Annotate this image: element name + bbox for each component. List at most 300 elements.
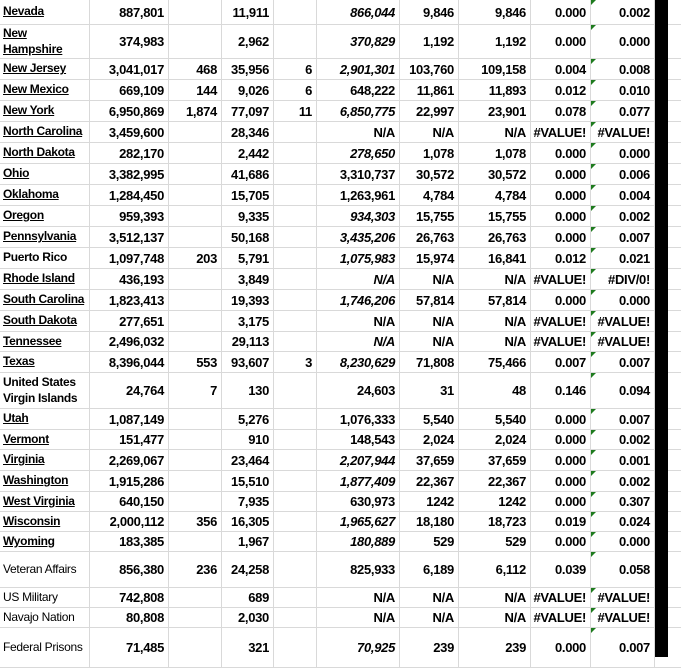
cell-state-washington[interactable]: Washington bbox=[0, 471, 90, 491]
cell-north-dakota-col-c[interactable] bbox=[169, 143, 222, 163]
cell-state-wisconsin[interactable]: Wisconsin bbox=[0, 512, 90, 531]
cell-pennsylvania-col-i[interactable]: 0.000 bbox=[531, 227, 591, 247]
cell-vermont-col-f[interactable]: 148,543 bbox=[317, 430, 400, 449]
cell-us-military-col-d[interactable]: 689 bbox=[222, 588, 274, 607]
cell-north-dakota-col-f[interactable]: 278,650 bbox=[317, 143, 400, 163]
cell-south-dakota-col-d[interactable]: 3,175 bbox=[222, 311, 274, 331]
cell-us-military-col-h[interactable]: N/A bbox=[459, 588, 531, 607]
cell-rhode-island-col-h[interactable]: N/A bbox=[459, 269, 531, 289]
cell-oklahoma-col-e[interactable] bbox=[274, 185, 317, 205]
cell-state-south-dakota[interactable]: South Dakota bbox=[0, 311, 90, 331]
cell-north-dakota-col-i[interactable]: 0.000 bbox=[531, 143, 591, 163]
cell-new-jersey-col-i[interactable]: 0.004 bbox=[531, 59, 591, 79]
cell-south-dakota-col-e[interactable] bbox=[274, 311, 317, 331]
cell-oregon-col-h[interactable]: 15,755 bbox=[459, 206, 531, 226]
cell-oregon-col-b[interactable]: 959,393 bbox=[90, 206, 169, 226]
cell-federal-prisons-col-i[interactable]: 0.000 bbox=[531, 628, 591, 667]
cell-washington-col-b[interactable]: 1,915,286 bbox=[90, 471, 169, 491]
cell-pennsylvania-col-c[interactable] bbox=[169, 227, 222, 247]
cell-navajo-nation-col-g[interactable]: N/A bbox=[400, 608, 459, 627]
cell-ohio-col-j[interactable]: 0.006 bbox=[591, 164, 655, 184]
cell-new-york-col-d[interactable]: 77,097 bbox=[222, 101, 274, 121]
cell-navajo-nation-col-f[interactable]: N/A bbox=[317, 608, 400, 627]
cell-ohio-col-g[interactable]: 30,572 bbox=[400, 164, 459, 184]
cell-united-states-virgin-islands-col-i[interactable]: 0.146 bbox=[531, 373, 591, 408]
cell-west-virginia-col-e[interactable] bbox=[274, 492, 317, 511]
cell-north-dakota-col-d[interactable]: 2,442 bbox=[222, 143, 274, 163]
cell-state-tennessee[interactable]: Tennessee bbox=[0, 332, 90, 351]
cell-tennessee-col-d[interactable]: 29,113 bbox=[222, 332, 274, 351]
cell-virginia-col-g[interactable]: 37,659 bbox=[400, 450, 459, 470]
table-row-ohio bbox=[0, 164, 681, 185]
error-indicator-icon bbox=[591, 450, 596, 455]
cell-texas-col-g[interactable]: 71,808 bbox=[400, 352, 459, 372]
cell-us-military-col-c[interactable] bbox=[169, 588, 222, 607]
cell-rhode-island-col-b[interactable]: 436,193 bbox=[90, 269, 169, 289]
cell-washington-col-d[interactable]: 15,510 bbox=[222, 471, 274, 491]
cell-state-utah[interactable]: Utah bbox=[0, 409, 90, 429]
cell-new-york-col-g[interactable]: 22,997 bbox=[400, 101, 459, 121]
cell-north-carolina-col-i[interactable]: #VALUE! bbox=[531, 122, 591, 142]
cell-state-united-states-virgin-islands[interactable]: United States Virgin Islands bbox=[0, 373, 90, 408]
cell-utah-col-c[interactable] bbox=[169, 409, 222, 429]
cell-wyoming-col-c[interactable] bbox=[169, 532, 222, 551]
cell-washington-col-j[interactable]: 0.002 bbox=[591, 471, 655, 491]
cell-navajo-nation-col-c[interactable] bbox=[169, 608, 222, 627]
error-indicator-icon bbox=[591, 332, 596, 337]
cell-state-oregon[interactable]: Oregon bbox=[0, 206, 90, 226]
cell-nevada-col-b[interactable]: 887,801 bbox=[90, 0, 169, 24]
cell-tennessee-col-i[interactable]: #VALUE! bbox=[531, 332, 591, 351]
cell-virginia-col-e[interactable] bbox=[274, 450, 317, 470]
cell-state-texas[interactable]: Texas bbox=[0, 352, 90, 372]
cell-navajo-nation-col-e[interactable] bbox=[274, 608, 317, 627]
cell-north-carolina-col-d[interactable]: 28,346 bbox=[222, 122, 274, 142]
cell-state-puerto-rico[interactable]: Puerto Rico bbox=[0, 248, 90, 268]
cell-new-jersey-col-j[interactable]: 0.008 bbox=[591, 59, 655, 79]
cell-new-jersey-col-g[interactable]: 103,760 bbox=[400, 59, 459, 79]
cell-ohio-col-e[interactable] bbox=[274, 164, 317, 184]
cell-new-mexico-col-i[interactable]: 0.012 bbox=[531, 80, 591, 100]
cell-oregon-col-f[interactable]: 934,303 bbox=[317, 206, 400, 226]
cell-puerto-rico-col-b[interactable]: 1,097,748 bbox=[90, 248, 169, 268]
cell-washington-col-c[interactable] bbox=[169, 471, 222, 491]
cell-texas-col-b[interactable]: 8,396,044 bbox=[90, 352, 169, 372]
cell-oregon-col-i[interactable]: 0.000 bbox=[531, 206, 591, 226]
cell-ohio-col-h[interactable]: 30,572 bbox=[459, 164, 531, 184]
cell-wisconsin-col-b[interactable]: 2,000,112 bbox=[90, 512, 169, 531]
cell-pennsylvania-col-h[interactable]: 26,763 bbox=[459, 227, 531, 247]
cell-wyoming-col-b[interactable]: 183,385 bbox=[90, 532, 169, 551]
cell-west-virginia-col-d[interactable]: 7,935 bbox=[222, 492, 274, 511]
cell-new-hampshire-col-c[interactable] bbox=[169, 25, 222, 58]
cell-nevada-col-f[interactable]: 866,044 bbox=[317, 0, 400, 24]
cell-virginia-col-c[interactable] bbox=[169, 450, 222, 470]
cell-wisconsin-col-j[interactable]: 0.024 bbox=[591, 512, 655, 531]
cell-north-carolina-col-j[interactable]: #VALUE! bbox=[591, 122, 655, 142]
cell-new-mexico-col-g[interactable]: 11,861 bbox=[400, 80, 459, 100]
cell-wyoming-col-d[interactable]: 1,967 bbox=[222, 532, 274, 551]
cell-puerto-rico-col-f[interactable]: 1,075,983 bbox=[317, 248, 400, 268]
table-row-nevada bbox=[0, 0, 681, 25]
cell-washington-col-i[interactable]: 0.000 bbox=[531, 471, 591, 491]
cell-puerto-rico-col-d[interactable]: 5,791 bbox=[222, 248, 274, 268]
cell-vermont-col-d[interactable]: 910 bbox=[222, 430, 274, 449]
cell-tennessee-col-f[interactable]: N/A bbox=[317, 332, 400, 351]
cell-wisconsin-col-f[interactable]: 1,965,627 bbox=[317, 512, 400, 531]
cell-state-west-virginia[interactable]: West Virginia bbox=[0, 492, 90, 511]
cell-new-york-col-f[interactable]: 6,850,775 bbox=[317, 101, 400, 121]
cell-united-states-virgin-islands-col-h[interactable]: 48 bbox=[459, 373, 531, 408]
cell-tennessee-col-c[interactable] bbox=[169, 332, 222, 351]
cell-new-mexico-col-f[interactable]: 648,222 bbox=[317, 80, 400, 100]
cell-federal-prisons-col-b[interactable]: 71,485 bbox=[90, 628, 169, 667]
cell-west-virginia-col-i[interactable]: 0.000 bbox=[531, 492, 591, 511]
cell-south-dakota-col-j[interactable]: #VALUE! bbox=[591, 311, 655, 331]
cell-us-military-col-g[interactable]: N/A bbox=[400, 588, 459, 607]
cell-navajo-nation-col-j[interactable]: #VALUE! bbox=[591, 608, 655, 627]
cell-oklahoma-col-b[interactable]: 1,284,450 bbox=[90, 185, 169, 205]
cell-pennsylvania-col-j[interactable]: 0.007 bbox=[591, 227, 655, 247]
cell-utah-col-f[interactable]: 1,076,333 bbox=[317, 409, 400, 429]
cell-new-york-col-j[interactable]: 0.077 bbox=[591, 101, 655, 121]
cell-nevada-col-h[interactable]: 9,846 bbox=[459, 0, 531, 24]
cell-wyoming-col-g[interactable]: 529 bbox=[400, 532, 459, 551]
cell-rhode-island-col-f[interactable]: N/A bbox=[317, 269, 400, 289]
cell-ohio-col-c[interactable] bbox=[169, 164, 222, 184]
cell-federal-prisons-col-d[interactable]: 321 bbox=[222, 628, 274, 667]
cell-united-states-virgin-islands-col-b[interactable]: 24,764 bbox=[90, 373, 169, 408]
cell-ohio-col-b[interactable]: 3,382,995 bbox=[90, 164, 169, 184]
cell-vermont-col-h[interactable]: 2,024 bbox=[459, 430, 531, 449]
cell-pennsylvania-col-b[interactable]: 3,512,137 bbox=[90, 227, 169, 247]
cell-state-us-military[interactable]: US Military bbox=[0, 588, 90, 607]
cell-north-dakota-col-b[interactable]: 282,170 bbox=[90, 143, 169, 163]
cell-washington-col-f[interactable]: 1,877,409 bbox=[317, 471, 400, 491]
cell-state-navajo-nation[interactable]: Navajo Nation bbox=[0, 608, 90, 627]
cell-south-dakota-col-h[interactable]: N/A bbox=[459, 311, 531, 331]
cell-texas-col-i[interactable]: 0.007 bbox=[531, 352, 591, 372]
cell-virginia-col-h[interactable]: 37,659 bbox=[459, 450, 531, 470]
cell-new-york-col-b[interactable]: 6,950,869 bbox=[90, 101, 169, 121]
cell-puerto-rico-col-j[interactable]: 0.021 bbox=[591, 248, 655, 268]
cell-pennsylvania-col-g[interactable]: 26,763 bbox=[400, 227, 459, 247]
cell-tennessee-col-e[interactable] bbox=[274, 332, 317, 351]
cell-united-states-virgin-islands-col-d[interactable]: 130 bbox=[222, 373, 274, 408]
cell-united-states-virgin-islands-col-e[interactable] bbox=[274, 373, 317, 408]
cell-state-rhode-island[interactable]: Rhode Island bbox=[0, 269, 90, 289]
cell-washington-col-g[interactable]: 22,367 bbox=[400, 471, 459, 491]
cell-utah-col-j[interactable]: 0.007 bbox=[591, 409, 655, 429]
cell-pennsylvania-col-f[interactable]: 3,435,206 bbox=[317, 227, 400, 247]
cell-puerto-rico-col-i[interactable]: 0.012 bbox=[531, 248, 591, 268]
cell-ohio-col-f[interactable]: 3,310,737 bbox=[317, 164, 400, 184]
cell-new-mexico-col-c[interactable]: 144 bbox=[169, 80, 222, 100]
cell-north-dakota-col-j[interactable]: 0.000 bbox=[591, 143, 655, 163]
cell-oregon-col-c[interactable] bbox=[169, 206, 222, 226]
error-indicator-icon bbox=[591, 206, 596, 211]
cell-united-states-virgin-islands-col-c[interactable]: 7 bbox=[169, 373, 222, 408]
cell-puerto-rico-col-h[interactable]: 16,841 bbox=[459, 248, 531, 268]
cell-south-dakota-col-c[interactable] bbox=[169, 311, 222, 331]
cell-rhode-island-col-e[interactable] bbox=[274, 269, 317, 289]
cell-us-military-col-f[interactable]: N/A bbox=[317, 588, 400, 607]
cell-wisconsin-col-h[interactable]: 18,723 bbox=[459, 512, 531, 531]
cell-utah-col-h[interactable]: 5,540 bbox=[459, 409, 531, 429]
cell-nevada-col-d[interactable]: 11,911 bbox=[222, 0, 274, 24]
cell-new-hampshire-col-h[interactable]: 1,192 bbox=[459, 25, 531, 58]
cell-nevada-col-e[interactable] bbox=[274, 0, 317, 24]
cell-washington-col-e[interactable] bbox=[274, 471, 317, 491]
cell-us-military-col-b[interactable]: 742,808 bbox=[90, 588, 169, 607]
cell-ohio-col-d[interactable]: 41,686 bbox=[222, 164, 274, 184]
cell-north-dakota-col-h[interactable]: 1,078 bbox=[459, 143, 531, 163]
cell-navajo-nation-col-d[interactable]: 2,030 bbox=[222, 608, 274, 627]
cell-north-carolina-col-g[interactable]: N/A bbox=[400, 122, 459, 142]
cell-new-york-col-c[interactable]: 1,874 bbox=[169, 101, 222, 121]
cell-state-virginia[interactable]: Virginia bbox=[0, 450, 90, 470]
cell-oregon-col-e[interactable] bbox=[274, 206, 317, 226]
cell-state-north-dakota[interactable]: North Dakota bbox=[0, 143, 90, 163]
cell-new-mexico-col-j[interactable]: 0.010 bbox=[591, 80, 655, 100]
cell-oregon-col-j[interactable]: 0.002 bbox=[591, 206, 655, 226]
cell-federal-prisons-col-c[interactable] bbox=[169, 628, 222, 667]
cell-south-carolina-col-e[interactable] bbox=[274, 290, 317, 310]
cell-state-federal-prisons[interactable]: Federal Prisons bbox=[0, 628, 90, 667]
cell-nevada-col-j[interactable]: 0.002 bbox=[591, 0, 655, 24]
cell-oklahoma-col-g[interactable]: 4,784 bbox=[400, 185, 459, 205]
cell-west-virginia-col-f[interactable]: 630,973 bbox=[317, 492, 400, 511]
cell-us-military-col-i[interactable]: #VALUE! bbox=[531, 588, 591, 607]
cell-federal-prisons-col-g[interactable]: 239 bbox=[400, 628, 459, 667]
cell-texas-col-c[interactable]: 553 bbox=[169, 352, 222, 372]
cell-utah-col-e[interactable] bbox=[274, 409, 317, 429]
cell-new-jersey-col-b[interactable]: 3,041,017 bbox=[90, 59, 169, 79]
cell-vermont-col-b[interactable]: 151,477 bbox=[90, 430, 169, 449]
cell-federal-prisons-col-f[interactable]: 70,925 bbox=[317, 628, 400, 667]
cell-tennessee-col-j[interactable]: #VALUE! bbox=[591, 332, 655, 351]
cell-rhode-island-col-i[interactable]: #VALUE! bbox=[531, 269, 591, 289]
cell-veteran-affairs-col-j[interactable]: 0.058 bbox=[591, 552, 655, 587]
cell-west-virginia-col-g[interactable]: 1242 bbox=[400, 492, 459, 511]
cell-utah-col-b[interactable]: 1,087,149 bbox=[90, 409, 169, 429]
cell-north-carolina-col-e[interactable] bbox=[274, 122, 317, 142]
cell-virginia-col-d[interactable]: 23,464 bbox=[222, 450, 274, 470]
error-indicator-icon bbox=[591, 311, 596, 316]
cell-new-hampshire-col-i[interactable]: 0.000 bbox=[531, 25, 591, 58]
cell-state-ohio[interactable]: Ohio bbox=[0, 164, 90, 184]
cell-new-york-col-e[interactable]: 11 bbox=[274, 101, 317, 121]
cell-texas-col-j[interactable]: 0.007 bbox=[591, 352, 655, 372]
cell-new-mexico-col-e[interactable]: 6 bbox=[274, 80, 317, 100]
cell-wyoming-col-i[interactable]: 0.000 bbox=[531, 532, 591, 551]
cell-vermont-col-i[interactable]: 0.000 bbox=[531, 430, 591, 449]
cell-wisconsin-col-g[interactable]: 18,180 bbox=[400, 512, 459, 531]
cell-us-military-col-e[interactable] bbox=[274, 588, 317, 607]
cell-new-hampshire-col-f[interactable]: 370,829 bbox=[317, 25, 400, 58]
cell-state-south-carolina[interactable]: South Carolina bbox=[0, 290, 90, 310]
cell-tennessee-col-h[interactable]: N/A bbox=[459, 332, 531, 351]
cell-utah-col-g[interactable]: 5,540 bbox=[400, 409, 459, 429]
cell-state-nevada[interactable]: Nevada bbox=[0, 0, 90, 24]
cell-south-carolina-col-j[interactable]: 0.000 bbox=[591, 290, 655, 310]
cell-new-mexico-col-b[interactable]: 669,109 bbox=[90, 80, 169, 100]
cell-state-pennsylvania[interactable]: Pennsylvania bbox=[0, 227, 90, 247]
cell-state-north-carolina[interactable]: North Carolina bbox=[0, 122, 90, 142]
cell-wisconsin-col-e[interactable] bbox=[274, 512, 317, 531]
cell-state-new-jersey[interactable]: New Jersey bbox=[0, 59, 90, 79]
cell-state-veteran-affairs[interactable]: Veteran Affairs bbox=[0, 552, 90, 587]
cell-wyoming-col-f[interactable]: 180,889 bbox=[317, 532, 400, 551]
cell-tennessee-col-b[interactable]: 2,496,032 bbox=[90, 332, 169, 351]
cell-texas-col-h[interactable]: 75,466 bbox=[459, 352, 531, 372]
cell-veteran-affairs-col-f[interactable]: 825,933 bbox=[317, 552, 400, 587]
cell-oregon-col-d[interactable]: 9,335 bbox=[222, 206, 274, 226]
cell-south-dakota-col-i[interactable]: #VALUE! bbox=[531, 311, 591, 331]
cell-utah-col-i[interactable]: 0.000 bbox=[531, 409, 591, 429]
cell-north-carolina-col-h[interactable]: N/A bbox=[459, 122, 531, 142]
cell-texas-col-e[interactable]: 3 bbox=[274, 352, 317, 372]
cell-tennessee-col-g[interactable]: N/A bbox=[400, 332, 459, 351]
cell-north-dakota-col-e[interactable] bbox=[274, 143, 317, 163]
cell-new-jersey-col-h[interactable]: 109,158 bbox=[459, 59, 531, 79]
cell-veteran-affairs-col-g[interactable]: 6,189 bbox=[400, 552, 459, 587]
table-row-south-dakota bbox=[0, 311, 681, 332]
cell-virginia-col-f[interactable]: 2,207,944 bbox=[317, 450, 400, 470]
cell-rhode-island-col-g[interactable]: N/A bbox=[400, 269, 459, 289]
cell-north-carolina-col-c[interactable] bbox=[169, 122, 222, 142]
cell-vermont-col-e[interactable] bbox=[274, 430, 317, 449]
cell-oklahoma-col-c[interactable] bbox=[169, 185, 222, 205]
cell-virginia-col-j[interactable]: 0.001 bbox=[591, 450, 655, 470]
cell-veteran-affairs-col-i[interactable]: 0.039 bbox=[531, 552, 591, 587]
cell-united-states-virgin-islands-col-j[interactable]: 0.094 bbox=[591, 373, 655, 408]
cell-oklahoma-col-i[interactable]: 0.000 bbox=[531, 185, 591, 205]
cell-oklahoma-col-h[interactable]: 4,784 bbox=[459, 185, 531, 205]
cell-new-york-col-i[interactable]: 0.078 bbox=[531, 101, 591, 121]
cell-veteran-affairs-col-d[interactable]: 24,258 bbox=[222, 552, 274, 587]
cell-new-hampshire-col-g[interactable]: 1,192 bbox=[400, 25, 459, 58]
cell-west-virginia-col-c[interactable] bbox=[169, 492, 222, 511]
cell-north-carolina-col-f[interactable]: N/A bbox=[317, 122, 400, 142]
cell-federal-prisons-col-e[interactable] bbox=[274, 628, 317, 667]
cell-south-carolina-col-b[interactable]: 1,823,413 bbox=[90, 290, 169, 310]
cell-federal-prisons-col-j[interactable]: 0.007 bbox=[591, 628, 655, 667]
cell-south-carolina-col-i[interactable]: 0.000 bbox=[531, 290, 591, 310]
cell-puerto-rico-col-c[interactable]: 203 bbox=[169, 248, 222, 268]
cell-puerto-rico-col-g[interactable]: 15,974 bbox=[400, 248, 459, 268]
cell-pennsylvania-col-d[interactable]: 50,168 bbox=[222, 227, 274, 247]
cell-wisconsin-col-d[interactable]: 16,305 bbox=[222, 512, 274, 531]
cell-south-carolina-col-d[interactable]: 19,393 bbox=[222, 290, 274, 310]
cell-vermont-col-c[interactable] bbox=[169, 430, 222, 449]
cell-south-dakota-col-b[interactable]: 277,651 bbox=[90, 311, 169, 331]
cell-ohio-col-i[interactable]: 0.000 bbox=[531, 164, 591, 184]
cell-oklahoma-col-f[interactable]: 1,263,961 bbox=[317, 185, 400, 205]
cell-new-jersey-col-d[interactable]: 35,956 bbox=[222, 59, 274, 79]
cell-wisconsin-col-i[interactable]: 0.019 bbox=[531, 512, 591, 531]
cell-veteran-affairs-col-e[interactable] bbox=[274, 552, 317, 587]
cell-rhode-island-col-c[interactable] bbox=[169, 269, 222, 289]
cell-navajo-nation-col-h[interactable]: N/A bbox=[459, 608, 531, 627]
cell-state-new-hampshire[interactable]: New Hampshire bbox=[0, 25, 90, 58]
cell-new-mexico-col-h[interactable]: 11,893 bbox=[459, 80, 531, 100]
cell-west-virginia-col-b[interactable]: 640,150 bbox=[90, 492, 169, 511]
cell-new-mexico-col-d[interactable]: 9,026 bbox=[222, 80, 274, 100]
cell-state-new-mexico[interactable]: New Mexico bbox=[0, 80, 90, 100]
cell-south-carolina-col-h[interactable]: 57,814 bbox=[459, 290, 531, 310]
cell-puerto-rico-col-e[interactable] bbox=[274, 248, 317, 268]
cell-utah-col-d[interactable]: 5,276 bbox=[222, 409, 274, 429]
table-row-united-states-virgin-islands bbox=[0, 373, 681, 409]
cell-state-new-york[interactable]: New York bbox=[0, 101, 90, 121]
cell-south-carolina-col-f[interactable]: 1,746,206 bbox=[317, 290, 400, 310]
cell-washington-col-h[interactable]: 22,367 bbox=[459, 471, 531, 491]
cell-new-hampshire-col-b[interactable]: 374,983 bbox=[90, 25, 169, 58]
cell-north-carolina-col-b[interactable]: 3,459,600 bbox=[90, 122, 169, 142]
cell-wyoming-col-e[interactable] bbox=[274, 532, 317, 551]
cell-wyoming-col-j[interactable]: 0.000 bbox=[591, 532, 655, 551]
cell-new-jersey-col-f[interactable]: 2,901,301 bbox=[317, 59, 400, 79]
cell-nevada-col-g[interactable]: 9,846 bbox=[400, 0, 459, 24]
cell-south-dakota-col-g[interactable]: N/A bbox=[400, 311, 459, 331]
cell-west-virginia-col-j[interactable]: 0.307 bbox=[591, 492, 655, 511]
cell-vermont-col-g[interactable]: 2,024 bbox=[400, 430, 459, 449]
cell-virginia-col-i[interactable]: 0.000 bbox=[531, 450, 591, 470]
cell-veteran-affairs-col-c[interactable]: 236 bbox=[169, 552, 222, 587]
cell-united-states-virgin-islands-col-g[interactable]: 31 bbox=[400, 373, 459, 408]
cell-us-military-col-j[interactable]: #VALUE! bbox=[591, 588, 655, 607]
cell-wyoming-col-h[interactable]: 529 bbox=[459, 532, 531, 551]
cell-veteran-affairs-col-h[interactable]: 6,112 bbox=[459, 552, 531, 587]
cell-new-hampshire-col-e[interactable] bbox=[274, 25, 317, 58]
cell-texas-col-f[interactable]: 8,230,629 bbox=[317, 352, 400, 372]
cell-south-carolina-col-g[interactable]: 57,814 bbox=[400, 290, 459, 310]
cell-navajo-nation-col-b[interactable]: 80,808 bbox=[90, 608, 169, 627]
cell-virginia-col-b[interactable]: 2,269,067 bbox=[90, 450, 169, 470]
cell-new-jersey-col-e[interactable]: 6 bbox=[274, 59, 317, 79]
cell-south-dakota-col-f[interactable]: N/A bbox=[317, 311, 400, 331]
cell-rhode-island-col-d[interactable]: 3,849 bbox=[222, 269, 274, 289]
table-row-us-military bbox=[0, 588, 681, 608]
cell-new-hampshire-col-d[interactable]: 2,962 bbox=[222, 25, 274, 58]
cell-south-carolina-col-c[interactable] bbox=[169, 290, 222, 310]
error-indicator-icon bbox=[591, 409, 596, 414]
cell-nevada-col-c[interactable] bbox=[169, 0, 222, 24]
cell-oregon-col-g[interactable]: 15,755 bbox=[400, 206, 459, 226]
cell-rhode-island-col-j[interactable]: #DIV/0! bbox=[591, 269, 655, 289]
cell-oklahoma-col-d[interactable]: 15,705 bbox=[222, 185, 274, 205]
cell-state-oklahoma[interactable]: Oklahoma bbox=[0, 185, 90, 205]
cell-texas-col-d[interactable]: 93,607 bbox=[222, 352, 274, 372]
cell-new-york-col-h[interactable]: 23,901 bbox=[459, 101, 531, 121]
cell-new-jersey-col-c[interactable]: 468 bbox=[169, 59, 222, 79]
cell-new-hampshire-col-j[interactable]: 0.000 bbox=[591, 25, 655, 58]
cell-north-dakota-col-g[interactable]: 1,078 bbox=[400, 143, 459, 163]
cell-wisconsin-col-c[interactable]: 356 bbox=[169, 512, 222, 531]
cell-navajo-nation-col-i[interactable]: #VALUE! bbox=[531, 608, 591, 627]
cell-pennsylvania-col-e[interactable] bbox=[274, 227, 317, 247]
cell-state-wyoming[interactable]: Wyoming bbox=[0, 532, 90, 551]
cell-west-virginia-col-h[interactable]: 1242 bbox=[459, 492, 531, 511]
cell-veteran-affairs-col-b[interactable]: 856,380 bbox=[90, 552, 169, 587]
cell-nevada-col-i[interactable]: 0.000 bbox=[531, 0, 591, 24]
cell-united-states-virgin-islands-col-f[interactable]: 24,603 bbox=[317, 373, 400, 408]
cell-state-vermont[interactable]: Vermont bbox=[0, 430, 90, 449]
cell-vermont-col-j[interactable]: 0.002 bbox=[591, 430, 655, 449]
cell-federal-prisons-col-h[interactable]: 239 bbox=[459, 628, 531, 667]
cell-oklahoma-col-j[interactable]: 0.004 bbox=[591, 185, 655, 205]
